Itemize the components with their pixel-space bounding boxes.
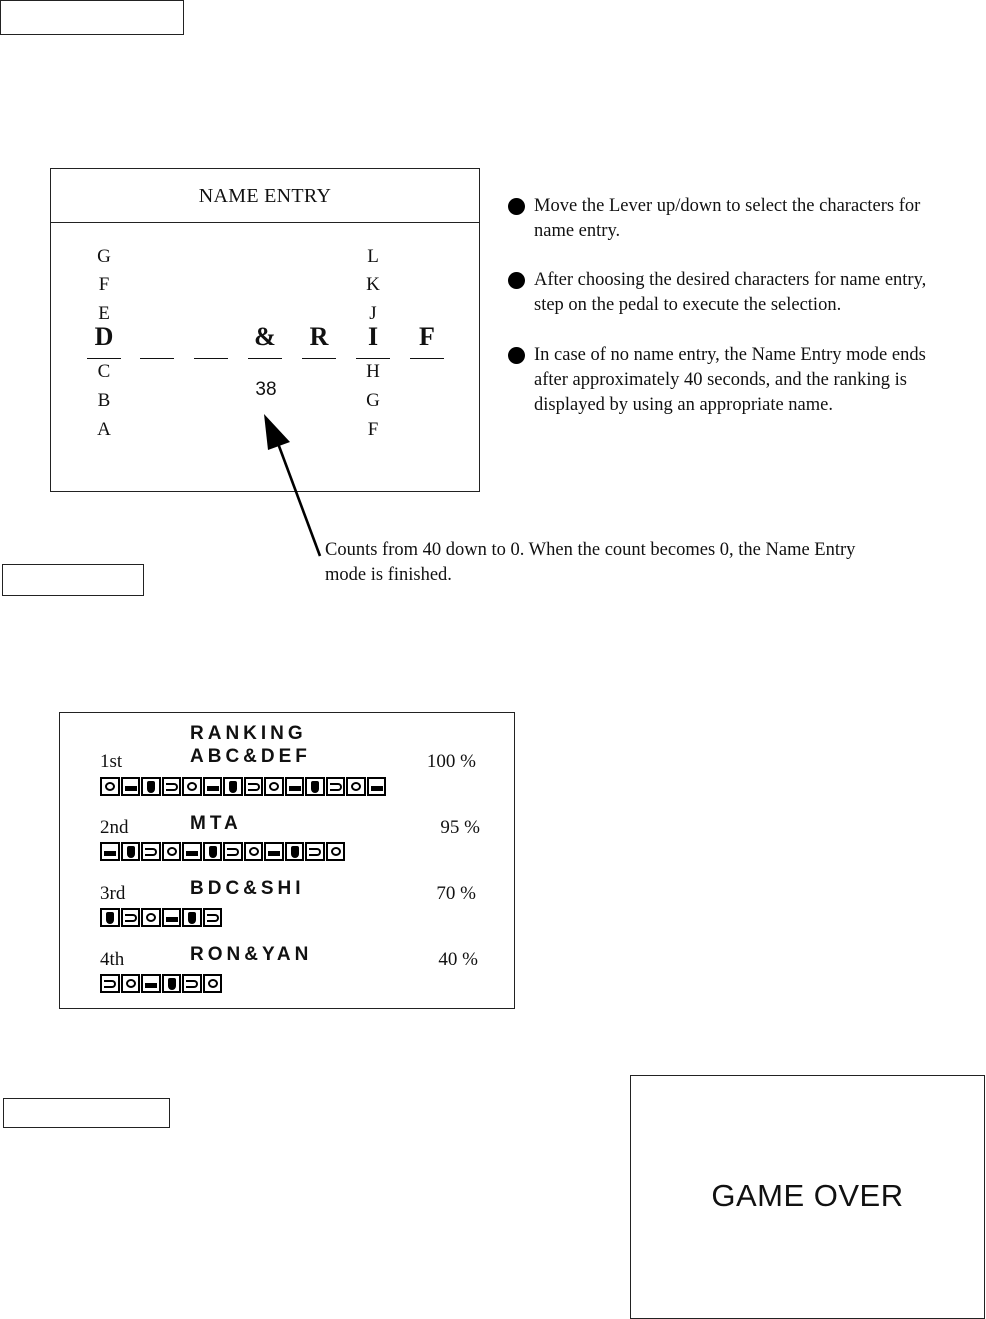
item-icon (141, 842, 161, 861)
character-option: J (369, 303, 377, 324)
ranking-screen (59, 712, 515, 1009)
item-icon (203, 974, 223, 993)
countdown-callout-text: Counts from 40 down to 0. When the count becomes 0, the Name Entry mode is finished. (325, 540, 856, 585)
rank-percent: 100 % (426, 751, 476, 772)
item-icon (182, 908, 202, 927)
character-option: K (366, 274, 380, 295)
rank-label: 4th (100, 949, 125, 970)
name-slot-char: & (254, 322, 276, 351)
name-slot[interactable] (84, 322, 124, 362)
character-option: G (97, 246, 111, 267)
game-over-text: GAME OVER (711, 1178, 904, 1213)
name-entry-screen (50, 168, 480, 492)
item-icon (264, 842, 284, 861)
item-icon (223, 842, 243, 861)
item-icon (162, 908, 182, 927)
name-slot[interactable] (245, 322, 285, 362)
item-icon (100, 777, 120, 796)
character-option: L (367, 246, 379, 267)
item-icon (162, 842, 182, 861)
icon-row (100, 777, 387, 797)
item-icon (162, 777, 182, 796)
instruction-text: After choosing the desired characters for name entry, step on the pedal to execute the selection. (534, 270, 927, 315)
item-icon (244, 842, 264, 861)
character-option: E (98, 303, 110, 324)
item-icon (285, 842, 305, 861)
section-label-box-3 (3, 1098, 170, 1128)
rank-label: 2nd (100, 817, 129, 838)
item-icon (121, 974, 141, 993)
bullet-icon (508, 347, 525, 364)
rank-player-name: ABC&DEF (190, 746, 311, 767)
section-label-box-2 (2, 564, 144, 596)
name-slot[interactable] (407, 322, 447, 362)
item-icon (203, 777, 223, 796)
character-option: C (97, 361, 111, 382)
item-icon (264, 777, 284, 796)
ranking-title: RANKING (190, 723, 307, 744)
character-option: H (366, 361, 380, 382)
name-entry-title-bar (51, 169, 479, 223)
icon-row (100, 908, 223, 928)
item-icon (326, 842, 346, 861)
name-slot[interactable] (191, 322, 231, 362)
character-option: F (367, 419, 379, 440)
rank-player-name: BDC&SHI (190, 878, 305, 899)
instruction-text: In case of no name entry, the Name Entry mode ends after approximately 40 seconds, and the ranking is displayed by using an appropriate name. (534, 345, 926, 415)
item-icon (244, 777, 264, 796)
item-icon (223, 777, 243, 796)
name-slot-char: R (309, 322, 329, 351)
character-option: A (97, 419, 111, 440)
rank-percent: 40 % (438, 949, 478, 970)
name-slot[interactable] (353, 322, 393, 362)
countdown-timer: 38 (255, 379, 277, 400)
rank-player-name: RON&YAN (190, 944, 313, 965)
item-icon (182, 842, 202, 861)
bullet-icon (508, 198, 525, 215)
item-icon (305, 777, 325, 796)
item-icon (100, 908, 120, 927)
item-icon (121, 777, 141, 796)
item-icon (121, 908, 141, 927)
item-icon (141, 777, 161, 796)
game-over-screen (630, 1075, 985, 1319)
rank-player-name: MTA (190, 813, 242, 834)
item-icon (162, 974, 182, 993)
icon-row (100, 974, 223, 994)
name-slot[interactable] (299, 322, 339, 362)
item-icon (141, 974, 161, 993)
rank-label: 3rd (100, 883, 126, 904)
item-icon (141, 908, 161, 927)
item-icon (121, 842, 141, 861)
character-option: F (98, 274, 110, 295)
rank-percent: 70 % (436, 883, 476, 904)
item-icon (182, 974, 202, 993)
bullet-icon (508, 272, 525, 289)
item-icon (100, 974, 120, 993)
name-slot-char: D (94, 322, 114, 351)
character-option: B (97, 390, 111, 411)
section-label-box-1 (0, 0, 184, 35)
item-icon (346, 777, 366, 796)
name-slot-char: I (367, 322, 379, 351)
icon-row (100, 842, 346, 862)
item-icon (367, 777, 387, 796)
name-slot[interactable] (137, 322, 177, 362)
item-icon (326, 777, 346, 796)
instruction-text: Move the Lever up/down to select the characters for name entry. (534, 196, 921, 241)
item-icon (305, 842, 325, 861)
item-icon (203, 908, 223, 927)
name-slot-char: F (419, 322, 435, 351)
rank-label: 1st (100, 751, 123, 772)
item-icon (203, 842, 223, 861)
item-icon (285, 777, 305, 796)
rank-percent: 95 % (440, 817, 480, 838)
item-icon (182, 777, 202, 796)
character-option: G (366, 390, 380, 411)
item-icon (100, 842, 120, 861)
name-entry-title: NAME ENTRY (198, 185, 332, 207)
